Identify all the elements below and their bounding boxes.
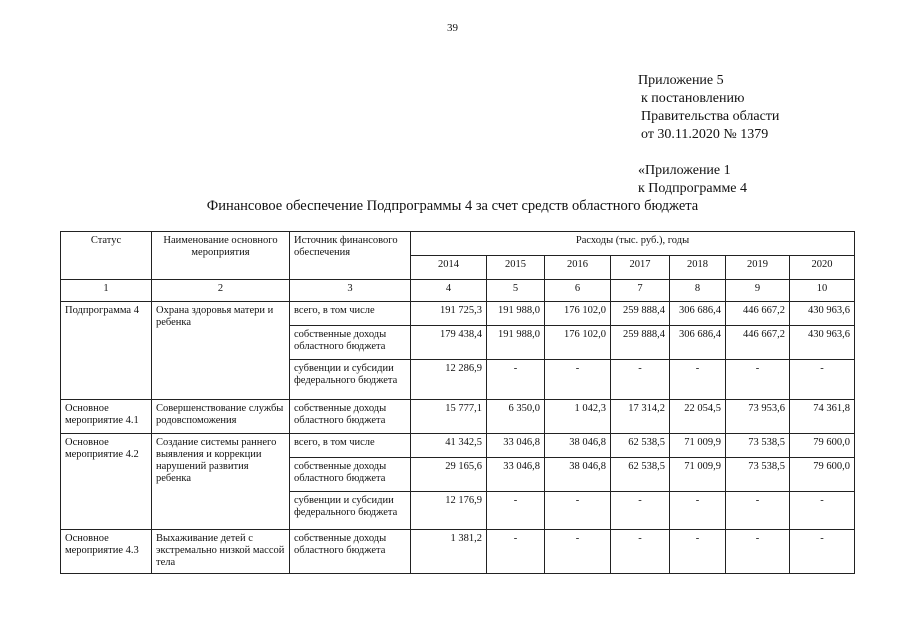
column-number: 8 xyxy=(670,280,726,302)
amount-cell: 73 538,5 xyxy=(726,434,790,458)
amount-cell: - xyxy=(670,530,726,574)
amount-cell: 191 988,0 xyxy=(487,302,545,326)
amount-cell: - xyxy=(487,360,545,400)
amount-cell: 71 009,9 xyxy=(670,434,726,458)
amount-cell: 259 888,4 xyxy=(611,326,670,360)
status-cell: Основное мероприятие 4.2 xyxy=(61,434,152,530)
amount-cell: - xyxy=(487,492,545,530)
header-line: Приложение 5 xyxy=(638,73,724,88)
status-cell: Основное мероприятие 4.1 xyxy=(61,400,152,434)
amount-cell: 12 286,9 xyxy=(411,360,487,400)
funding-source-cell: собственные доходы областного бюджета xyxy=(290,400,411,434)
amount-cell: 79 600,0 xyxy=(790,434,855,458)
activity-name-cell: Создание системы раннего выявления и коррекции нарушений развития ребенка xyxy=(152,434,290,530)
column-number: 4 xyxy=(411,280,487,302)
amount-cell: - xyxy=(726,530,790,574)
header-line: к Подпрограмме 4 xyxy=(638,181,748,196)
header-line: Правительства области xyxy=(641,109,780,124)
finance-table xyxy=(60,231,855,574)
funding-source-cell: субвенции и субсидии федерального бюджета xyxy=(290,360,411,400)
amount-cell: - xyxy=(545,360,611,400)
table-row xyxy=(61,302,855,326)
amount-cell: 38 046,8 xyxy=(545,434,611,458)
header-expenses: Расходы (тыс. руб.), годы xyxy=(411,232,855,256)
amount-cell: 176 102,0 xyxy=(545,302,611,326)
amount-cell: 12 176,9 xyxy=(411,492,487,530)
amount-cell: - xyxy=(790,530,855,574)
amount-cell: 6 350,0 xyxy=(487,400,545,434)
amount-cell: 306 686,4 xyxy=(670,302,726,326)
funding-source-cell: субвенции и субсидии федерального бюджета xyxy=(290,492,411,530)
year-header: 2018 xyxy=(670,256,726,280)
amount-cell: 33 046,8 xyxy=(487,434,545,458)
column-number: 7 xyxy=(611,280,670,302)
amount-cell: - xyxy=(670,492,726,530)
amount-cell: - xyxy=(611,360,670,400)
document-title: Финансовое обеспечение Подпрограммы 4 за счет средств областного бюджета xyxy=(206,198,699,214)
amount-cell: 191 988,0 xyxy=(487,326,545,360)
column-numbers-row xyxy=(61,280,855,302)
amount-cell: 430 963,6 xyxy=(790,326,855,360)
funding-source-cell: собственные доходы областного бюджета xyxy=(290,326,411,360)
amount-cell: 17 314,2 xyxy=(611,400,670,434)
table-row xyxy=(61,400,855,434)
column-number: 2 xyxy=(152,280,290,302)
amount-cell: - xyxy=(726,492,790,530)
table-body xyxy=(61,302,855,574)
year-header: 2019 xyxy=(726,256,790,280)
status-cell: Подпрограмма 4 xyxy=(61,302,152,400)
amount-cell: 446 667,2 xyxy=(726,326,790,360)
funding-source-cell: всего, в том числе xyxy=(290,434,411,458)
amount-cell: 191 725,3 xyxy=(411,302,487,326)
funding-source-cell: собственные доходы областного бюджета xyxy=(290,530,411,574)
table-row xyxy=(61,530,855,574)
column-number: 3 xyxy=(290,280,411,302)
amount-cell: - xyxy=(670,360,726,400)
amount-cell: - xyxy=(487,530,545,574)
amount-cell: - xyxy=(726,360,790,400)
page-number: 39 xyxy=(447,22,458,34)
amount-cell: - xyxy=(545,492,611,530)
amount-cell: 176 102,0 xyxy=(545,326,611,360)
amount-cell: 62 538,5 xyxy=(611,434,670,458)
column-number: 1 xyxy=(61,280,152,302)
amount-cell: 1 381,2 xyxy=(411,530,487,574)
header-status: Статус xyxy=(61,232,152,280)
amount-cell: - xyxy=(790,360,855,400)
year-header: 2015 xyxy=(487,256,545,280)
year-header: 2014 xyxy=(411,256,487,280)
amount-cell: 73 538,5 xyxy=(726,458,790,492)
amount-cell: 430 963,6 xyxy=(790,302,855,326)
activity-name-cell: Совершенствование службы родовспоможения xyxy=(152,400,290,434)
amount-cell: 22 054,5 xyxy=(670,400,726,434)
funding-source-cell: собственные доходы областного бюджета xyxy=(290,458,411,492)
column-number: 6 xyxy=(545,280,611,302)
column-number: 10 xyxy=(790,280,855,302)
year-header: 2016 xyxy=(545,256,611,280)
activity-name-cell: Выхаживание детей с экстремально низкой массой тела xyxy=(152,530,290,574)
appendix-header xyxy=(638,72,779,198)
year-header: 2017 xyxy=(611,256,670,280)
amount-cell: 74 361,8 xyxy=(790,400,855,434)
amount-cell: - xyxy=(545,530,611,574)
header-source: Источник финансового обеспечения xyxy=(290,232,411,280)
amount-cell: 33 046,8 xyxy=(487,458,545,492)
status-cell: Основное мероприятие 4.3 xyxy=(61,530,152,574)
column-number: 5 xyxy=(487,280,545,302)
amount-cell: 71 009,9 xyxy=(670,458,726,492)
header-line: от 30.11.2020 № 1379 xyxy=(641,127,769,142)
amount-cell: 259 888,4 xyxy=(611,302,670,326)
funding-source-cell: всего, в том числе xyxy=(290,302,411,326)
header-name: Наименование основного мероприятия xyxy=(152,232,290,280)
amount-cell: 15 777,1 xyxy=(411,400,487,434)
amount-cell: 62 538,5 xyxy=(611,458,670,492)
amount-cell: 38 046,8 xyxy=(545,458,611,492)
amount-cell: 446 667,2 xyxy=(726,302,790,326)
amount-cell: - xyxy=(611,492,670,530)
amount-cell: - xyxy=(790,492,855,530)
amount-cell: 306 686,4 xyxy=(670,326,726,360)
table-row xyxy=(61,434,855,458)
amount-cell: 41 342,5 xyxy=(411,434,487,458)
header-line: к постановлению xyxy=(641,91,745,106)
column-number: 9 xyxy=(726,280,790,302)
year-header: 2020 xyxy=(790,256,855,280)
amount-cell: 73 953,6 xyxy=(726,400,790,434)
activity-name-cell: Охрана здоровья матери и ребенка xyxy=(152,302,290,400)
amount-cell: 179 438,4 xyxy=(411,326,487,360)
amount-cell: 29 165,6 xyxy=(411,458,487,492)
header-line: «Приложение 1 xyxy=(638,163,731,178)
amount-cell: 79 600,0 xyxy=(790,458,855,492)
amount-cell: 1 042,3 xyxy=(545,400,611,434)
amount-cell: - xyxy=(611,530,670,574)
